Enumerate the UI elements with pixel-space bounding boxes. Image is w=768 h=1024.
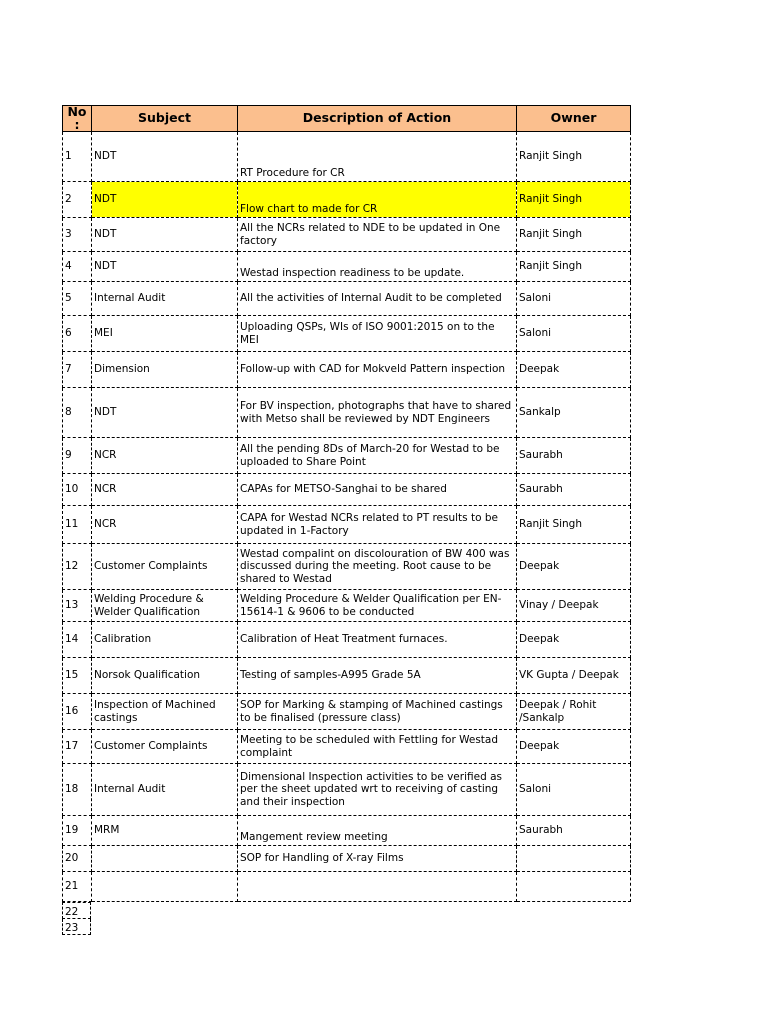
- cell-no[interactable]: 23: [63, 919, 91, 935]
- table-row: [63, 846, 631, 872]
- table-row: [63, 388, 631, 438]
- spreadsheet-area: [62, 105, 630, 935]
- cell-owner[interactable]: Sankalp: [517, 388, 631, 438]
- cell-subject[interactable]: Customer Complaints: [92, 730, 238, 764]
- cell-description[interactable]: Meeting to be scheduled with Fettling for Westad complaint: [238, 730, 517, 764]
- header-row: [63, 106, 631, 132]
- cell-no[interactable]: 19: [63, 816, 92, 846]
- cell-owner[interactable]: Deepak: [517, 544, 631, 590]
- cell-subject[interactable]: Inspection of Machined castings: [92, 694, 238, 730]
- table-row: [63, 730, 631, 764]
- cell-description[interactable]: All the pending 8Ds of March-20 for Westad to be uploaded to Share Point: [238, 438, 517, 474]
- table-body: [63, 132, 631, 902]
- header-description[interactable]: Description of Action: [238, 106, 517, 132]
- cell-no[interactable]: 14: [63, 622, 92, 658]
- table-row: [63, 764, 631, 816]
- cell-owner[interactable]: Ranjit Singh: [517, 506, 631, 544]
- cell-subject[interactable]: [92, 846, 238, 872]
- cell-owner[interactable]: Ranjit Singh: [517, 218, 631, 252]
- cell-no[interactable]: 5: [63, 282, 92, 316]
- cell-description[interactable]: CAPA for Westad NCRs related to PT results to be updated in 1-Factory: [238, 506, 517, 544]
- cell-subject[interactable]: NDT: [92, 388, 238, 438]
- cell-no[interactable]: 15: [63, 658, 92, 694]
- table-row: [63, 182, 631, 218]
- cell-description[interactable]: Welding Procedure & Welder Qualification per EN-15614-1 & 9606 to be conducted: [238, 590, 517, 622]
- cell-subject[interactable]: [92, 872, 238, 902]
- table-row: [63, 438, 631, 474]
- cell-no[interactable]: 16: [63, 694, 92, 730]
- cell-no[interactable]: 11: [63, 506, 92, 544]
- cell-owner[interactable]: Ranjit Singh: [517, 252, 631, 282]
- cell-subject[interactable]: Internal Audit: [92, 282, 238, 316]
- cell-subject[interactable]: Calibration: [92, 622, 238, 658]
- cell-owner[interactable]: VK Gupta / Deepak: [517, 658, 631, 694]
- table-row: [63, 506, 631, 544]
- row-number-stub: [62, 902, 91, 935]
- cell-owner[interactable]: Saloni: [517, 282, 631, 316]
- cell-description[interactable]: Uploading QSPs, WIs of ISO 9001:2015 on to the MEI: [238, 316, 517, 352]
- cell-description[interactable]: Dimensional Inspection activities to be verified as per the sheet updated wrt to receiving of casting and their inspection: [238, 764, 517, 816]
- cell-owner[interactable]: Deepak: [517, 730, 631, 764]
- cell-description[interactable]: Westad inspection readiness to be update.: [238, 252, 517, 282]
- cell-description[interactable]: Flow chart to made for CR: [238, 182, 517, 218]
- cell-owner[interactable]: [517, 846, 631, 872]
- table-row: [63, 590, 631, 622]
- cell-owner[interactable]: Saloni: [517, 316, 631, 352]
- cell-owner[interactable]: Deepak / Rohit /Sankalp: [517, 694, 631, 730]
- cell-owner[interactable]: Saurabh: [517, 438, 631, 474]
- cell-owner[interactable]: Deepak: [517, 352, 631, 388]
- cell-no[interactable]: 12: [63, 544, 92, 590]
- table-row: [63, 474, 631, 506]
- header-owner[interactable]: Owner: [517, 106, 631, 132]
- cell-subject[interactable]: Internal Audit: [92, 764, 238, 816]
- cell-subject[interactable]: NCR: [92, 474, 238, 506]
- table-row: [63, 622, 631, 658]
- table-row: [63, 872, 631, 902]
- table-row: [63, 352, 631, 388]
- cell-owner[interactable]: Ranjit Singh: [517, 132, 631, 182]
- cell-owner[interactable]: Ranjit Singh: [517, 182, 631, 218]
- cell-subject[interactable]: Dimension: [92, 352, 238, 388]
- header-subject[interactable]: Subject: [92, 106, 238, 132]
- table-row: [63, 282, 631, 316]
- table-row: [63, 658, 631, 694]
- cell-subject[interactable]: NDT: [92, 132, 238, 182]
- cell-subject[interactable]: MRM: [92, 816, 238, 846]
- cell-subject[interactable]: Customer Complaints: [92, 544, 238, 590]
- cell-description[interactable]: All the activities of Internal Audit to be completed: [238, 282, 517, 316]
- cell-description[interactable]: All the NCRs related to NDE to be updated in One factory: [238, 218, 517, 252]
- cell-no[interactable]: 21: [63, 872, 92, 902]
- table-row: [63, 132, 631, 182]
- table-row: [63, 252, 631, 282]
- cell-no[interactable]: 7: [63, 352, 92, 388]
- cell-no[interactable]: 20: [63, 846, 92, 872]
- cell-no[interactable]: 13: [63, 590, 92, 622]
- cell-no[interactable]: 3: [63, 218, 92, 252]
- cell-subject[interactable]: Welding Procedure & Welder Qualification: [92, 590, 238, 622]
- cell-no[interactable]: 17: [63, 730, 92, 764]
- cell-subject[interactable]: Norsok Qualification: [92, 658, 238, 694]
- table-row: [63, 694, 631, 730]
- cell-description[interactable]: CAPAs for METSO-Sanghai to be shared: [238, 474, 517, 506]
- cell-no[interactable]: 1: [63, 132, 92, 182]
- cell-no[interactable]: 2: [63, 182, 92, 218]
- cell-owner[interactable]: Saurabh: [517, 816, 631, 846]
- table-row: [63, 816, 631, 846]
- cell-owner[interactable]: Saurabh: [517, 474, 631, 506]
- cell-subject[interactable]: NDT: [92, 218, 238, 252]
- cell-description[interactable]: Mangement review meeting: [238, 816, 517, 846]
- cell-description[interactable]: Testing of samples-A995 Grade 5A: [238, 658, 517, 694]
- table-row: [63, 919, 91, 935]
- table-row: [63, 903, 91, 919]
- cell-no[interactable]: 18: [63, 764, 92, 816]
- cell-owner[interactable]: [517, 872, 631, 902]
- table-row: [63, 544, 631, 590]
- cell-no[interactable]: 9: [63, 438, 92, 474]
- cell-subject[interactable]: NCR: [92, 506, 238, 544]
- header-no[interactable]: No:: [63, 106, 92, 132]
- cell-owner[interactable]: Vinay / Deepak: [517, 590, 631, 622]
- table-row: [63, 218, 631, 252]
- cell-description[interactable]: Westad compalint on discolouration of BW 400 was discussed during the meeting. Root cause to be shared to Westad: [238, 544, 517, 590]
- action-items-table: [62, 105, 631, 902]
- cell-owner[interactable]: Saloni: [517, 764, 631, 816]
- cell-no[interactable]: 22: [63, 903, 91, 919]
- cell-subject[interactable]: NCR: [92, 438, 238, 474]
- cell-no[interactable]: 10: [63, 474, 92, 506]
- cell-description[interactable]: Calibration of Heat Treatment furnaces.: [238, 622, 517, 658]
- cell-description[interactable]: For BV inspection, photographs that have to shared with Metso shall be reviewed by NDT Engineers: [238, 388, 517, 438]
- cell-owner[interactable]: Deepak: [517, 622, 631, 658]
- cell-subject[interactable]: NDT: [92, 252, 238, 282]
- cell-description[interactable]: SOP for Marking & stamping of Machined castings to be finalised (pressure class): [238, 694, 517, 730]
- cell-description[interactable]: RT Procedure for CR: [238, 132, 517, 182]
- cell-no[interactable]: 6: [63, 316, 92, 352]
- cell-description[interactable]: Follow-up with CAD for Mokveld Pattern inspection: [238, 352, 517, 388]
- cell-description[interactable]: SOP for Handling of X-ray Films: [238, 846, 517, 872]
- cell-subject[interactable]: MEI: [92, 316, 238, 352]
- cell-description[interactable]: [238, 872, 517, 902]
- cell-no[interactable]: 4: [63, 252, 92, 282]
- cell-no[interactable]: 8: [63, 388, 92, 438]
- cell-subject[interactable]: NDT: [92, 182, 238, 218]
- table-row: [63, 316, 631, 352]
